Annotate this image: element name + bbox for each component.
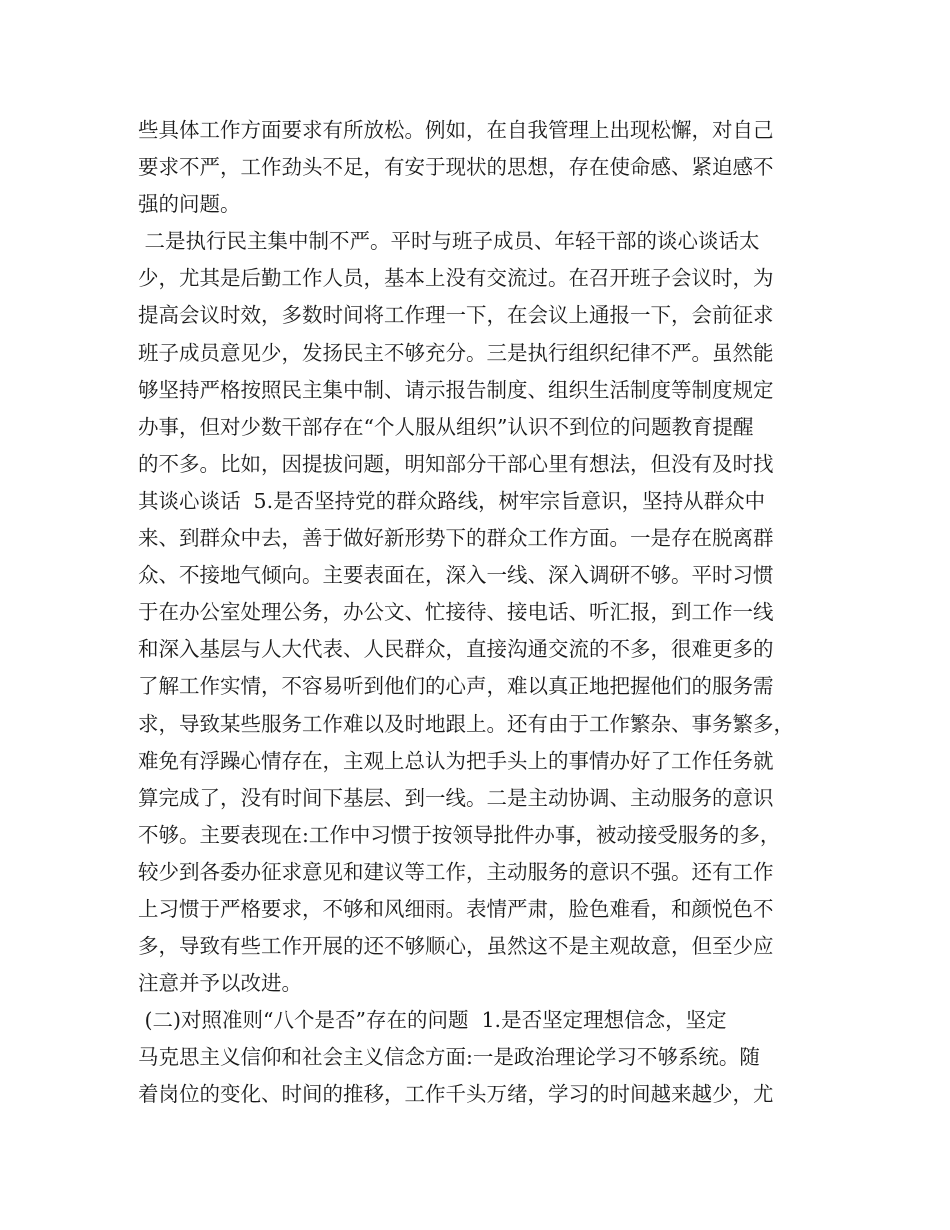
text-line: 不够。主要表现在:工作中习惯于按领导批件办事，被动接受服务的多， [138,822,781,847]
text-line: 于在办公室处理公务，办公文、忙接待、接电话、听汇报，到工作一线 [138,600,774,625]
text-line: 算完成了，没有时间下基层、到一线。二是主动协调、主动服务的意识 [138,785,774,810]
text-line: 来、到群众中去，善于做好新形势下的群众工作方面。一是存在脱离群 [138,526,774,551]
body-text [138,112,828,1114]
text-line: 马克思主义信仰和社会主义信念方面:一是政治理论学习不够系统。随 [138,1045,760,1070]
text-line: 要求不严，工作劲头不足，有安于现状的思想，存在使命感、紧迫感不 [138,155,774,180]
text-line: 求，导致某些服务工作难以及时地跟上。还有由于工作繁杂、事务繁多， [138,711,794,736]
text-line: 够坚持严格按照民主集中制、请示报告制度、组织生活制度等制度规定 [138,377,774,402]
text-line: 二是执行民主集中制不严。平时与班子成员、年轻干部的谈心谈话太 [138,229,760,254]
text-line: 办事，但对少数干部存在“个人服从组织”认识不到位的问题教育提醒 [138,414,754,439]
text-line: 难免有浮躁心情存在，主观上总认为把手头上的事情办好了工作任务就 [138,748,774,773]
text-line: 提高会议时效，多数时间将工作理一下，在会议上通报一下，会前征求 [138,303,774,328]
text-line: 些具体工作方面要求有所放松。例如，在自我管理上出现松懈，对自己 [138,118,774,142]
text-line: 强的问题。 [138,192,241,217]
text-line: 上习惯于严格要求，不够和风细雨。表情严肃，脸色难看，和颜悦色不 [138,896,774,921]
text-line: 其谈心谈话 5.是否坚持党的群众路线，树牢宗旨意识，坚持从群众中 [138,488,766,513]
text-line: 班子成员意见少，发扬民主不够充分。三是执行组织纪律不严。虽然能 [138,340,774,365]
text-line: (二)对照准则“八个是否”存在的问题 1.是否坚定理想信念，坚定 [138,1008,727,1033]
text-line: 的不多。比如，因提拔问题，明知部分干部心里有想法，但没有及时找 [138,451,774,476]
text-line: 着岗位的变化、时间的推移，工作千头万绪，学习的时间越来越少，尤 [138,1082,774,1107]
text-line: 众、不接地气倾向。主要表面在，深入一线、深入调研不够。平时习惯 [138,563,774,588]
text-line: 了解工作实情，不容易听到他们的心声，难以真正地把握他们的服务需 [138,674,774,699]
text-line: 较少到各委办征求意见和建议等工作，主动服务的意识不强。还有工作 [138,859,774,884]
text-line: 少，尤其是后勤工作人员，基本上没有交流过。在召开班子会议时，为 [138,266,774,291]
text-line: 注意并予以改进。 [138,971,302,996]
text-line: 和深入基层与人大代表、人民群众，直接沟通交流的不多，很难更多的 [138,637,774,662]
text-line: 多，导致有些工作开展的还不够顺心，虽然这不是主观故意，但至少应 [138,934,774,959]
